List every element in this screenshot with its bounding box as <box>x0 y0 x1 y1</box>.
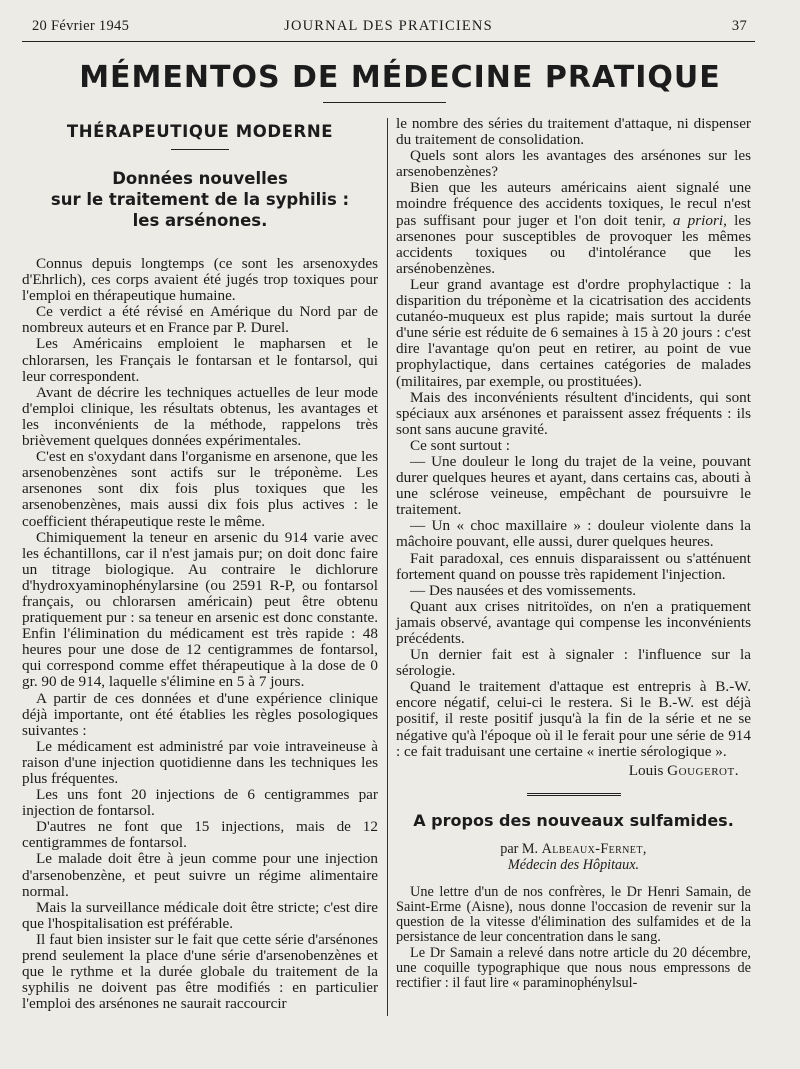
byline-author: Albeaux-Fernet, <box>541 840 647 857</box>
paragraph: — Une douleur le long du trajet de la veine, pouvant durer quelques heures et ayant, dans certains cas, abouti à une sclérose veineuse, empêchant de poursuivre le traitement. <box>396 452 751 519</box>
header-rule <box>22 41 755 42</box>
author-first-name: Louis <box>628 761 664 779</box>
author-signature <box>396 763 751 779</box>
paragraph: Quels sont alors les avantages des arsénones sur les arsenobenzènes? <box>396 147 751 181</box>
right-column <box>396 116 751 991</box>
paragraph: Le Dr Samain a relevé dans notre article du 20 décembre, une coquille typographique que nous nous empressons de rectifier : il faut lire « paraminophénylsul- <box>396 944 751 992</box>
section-title: THÉRAPEUTIQUE MODERNE <box>66 122 334 141</box>
page-number: 37 <box>731 18 747 34</box>
paragraph-text: Bien que les auteurs américains aient signalé une moindre fréquence des accidents toxiques, le recul n'est pas suffisant pour juger et l'on doit tenir, <box>396 179 751 229</box>
section-rule <box>171 149 229 150</box>
paragraph: Mais la surveillance médicale doit être stricte; c'est dire que l'hospitalisation est préférable. <box>22 898 378 932</box>
byline <box>396 841 751 873</box>
paragraph: Fait paradoxal, ces ennuis disparaissent ou s'atténuent fortement quand on pousse très rapidement l'injection. <box>396 549 751 583</box>
issue-date: 20 Février 1945 <box>32 18 130 34</box>
article-title <box>26 168 374 231</box>
running-head <box>22 18 755 40</box>
paragraph: Une lettre d'un de nos confrères, le Dr Henri Samain, de Saint-Erme (Aisne), nous donne l'occasion de revenir sur la question de la vitesse d'élimination des sulfamides et de la persistance de leur concentration dans le sang. <box>396 883 751 946</box>
paragraph: Les uns font 20 injections de 6 centigrammes par injection de fontarsol. <box>22 786 378 820</box>
paragraph: D'autres ne font que 15 injections, mais de 12 centigrammes de fontarsol. <box>22 818 378 852</box>
paragraph: Connus depuis longtemps (ce sont les arsenoxydes d'Ehrlich), ces corps avaient été jugés trop toxiques pour l'emploi en thérapeutique humaine. <box>22 255 378 305</box>
paragraph: — Un « choc maxillaire » : douleur violente dans la mâchoire pouvant, elle aussi, durer quelques heures. <box>396 517 751 551</box>
title-rule <box>323 102 446 103</box>
paragraph: Avant de décrire les techniques actuelles de leur mode d'emploi clinique, les résultats obtenus, les avantages et les inconvénients de la méthode, rappelons très brièvement quelques données expérimentales. <box>22 383 378 450</box>
article-separator <box>527 793 621 797</box>
paragraph: Chimiquement la teneur en arsenic du 914 varie avec les échantillons, car il n'est jamais pur; on doit donc faire un titrage biologique. Au contraire le dichlorure d'hydroxyaminophénylarsine (ou 2591 R-P, ou fontarsol français, ou chlorarsen américain) peut être obtenu pratiquement pur : sa teneur en arsenic est donc constante. Enfin l'élimination du médicament est très rapide : 48 heures pour une dose de 12 centigrammes de fontarsol, qui correspond comme effet thérapeutique à la dose de 0 gr. 90 de 914, laquelle s'élimine en 5 à 7 jours. <box>22 528 378 691</box>
paragraph: Mais des inconvénients résultent d'incidents, qui sont spéciaux aux arsénones et paraissent assez fréquents : ils sont sans aucune gravité. <box>396 388 751 438</box>
article-body <box>22 256 378 1012</box>
paragraph: le nombre des séries du traitement d'attaque, ni dispenser du traitement de consolidation. <box>396 115 751 149</box>
paragraph: Il faut bien insister sur le fait que cette série d'arsénones prend seulement la place d'une série d'arsenobenzènes et que le rythme et la durée globale du traitement de la syphilis ne doivent pas être modifiés : en particulier l'emploi des arsénones ne saurait raccourcir <box>22 930 378 1013</box>
paragraph: Les Américains emploient le mapharsen et le chlorarsen, les Français le fontarsan et le fontarsol, qui leur correspondent. <box>22 335 378 385</box>
byline-role: Médecin des Hôpitaux. <box>507 856 640 873</box>
paragraph: Un dernier fait est à signaler : l'influence sur la sérologie. <box>396 646 751 680</box>
paragraph: Quant aux crises nitritoïdes, on n'en a pratiquement jamais observé, avantage qui compense les inconvénients précédents. <box>396 597 751 647</box>
paragraph <box>396 180 751 277</box>
paragraph: Quand le traitement d'attaque est entrepris à B.-W. encore négatif, celui-ci le restera. Si le B.-W. est déjà positif, il reste positif jusqu'à la fin de la série et ne se négative qu'à l'époque où il le ferait pour une série de 914 : ce fait traduisant une certaine « inertie sérologique ». <box>396 678 751 760</box>
paragraph: C'est en s'oxydant dans l'organisme en arsenone, que les arsenobenzènes sont actifs sur le tréponème. Les arsenones sont dix fois plus toxiques que les arsenobenzènes, mais aussi dix fois plus actives : le coefficient thérapeutique reste le même. <box>22 448 378 530</box>
author-last-name: Gougerot. <box>667 761 739 779</box>
article-title-line: Données nouvelles <box>112 169 288 188</box>
paragraph: — Des nausées et des vomissements. <box>410 581 637 599</box>
paragraph: Ce sont surtout : <box>410 436 510 454</box>
byline-prefix: par M. <box>500 840 539 857</box>
paragraph: Le malade doit être à jeun comme pour une injection d'arsenobenzène, et peut suivre un régime alimentaire normal. <box>22 850 378 900</box>
paragraph: Ce verdict a été révisé en Amérique du Nord par de nombreux auteurs et en France par P. Durel. <box>22 303 378 337</box>
journal-name: JOURNAL DES PRATICIENS <box>284 18 493 34</box>
paragraph: A partir de ces données et d'une expérience clinique déjà importante, ont été établies les règles posologiques suivantes : <box>22 689 378 739</box>
paragraph: Leur grand avantage est d'ordre prophylactique : la disparition du tréponème et la cicatrisation des accidents cutanéo-muqueux est plus rapide; mais surtout la durée d'une série est réduite de 6 semaines à 15 à 20 jours : c'est dire l'avantage qu'on peut en retirer, au point de vue prophylactique, dans certaines catégories de malades (militaires, par exemple, ou prostituées). <box>396 275 751 390</box>
article-title-line: sur le traitement de la syphilis : <box>50 190 350 209</box>
article-body <box>396 885 751 991</box>
page-title: MÉMENTOS DE MÉDECINE PRATIQUE <box>79 60 721 95</box>
article-title-line: les arsénones. <box>132 211 268 230</box>
paragraph-text: , les arsenones pour susceptibles de provoquer les mêmes accidents toxiques ou d'intolérance que les arsénobenzènes. <box>396 211 751 277</box>
paragraph: Le médicament est administré par voie intraveineuse à raison d'une injection quotidienne dans les techniques les plus fréquentes. <box>22 737 378 787</box>
article-title: A propos des nouveaux sulfamides. <box>413 810 734 830</box>
left-column <box>22 116 378 1012</box>
emphasis-text: a priori <box>672 211 724 229</box>
column-divider <box>387 118 388 1016</box>
